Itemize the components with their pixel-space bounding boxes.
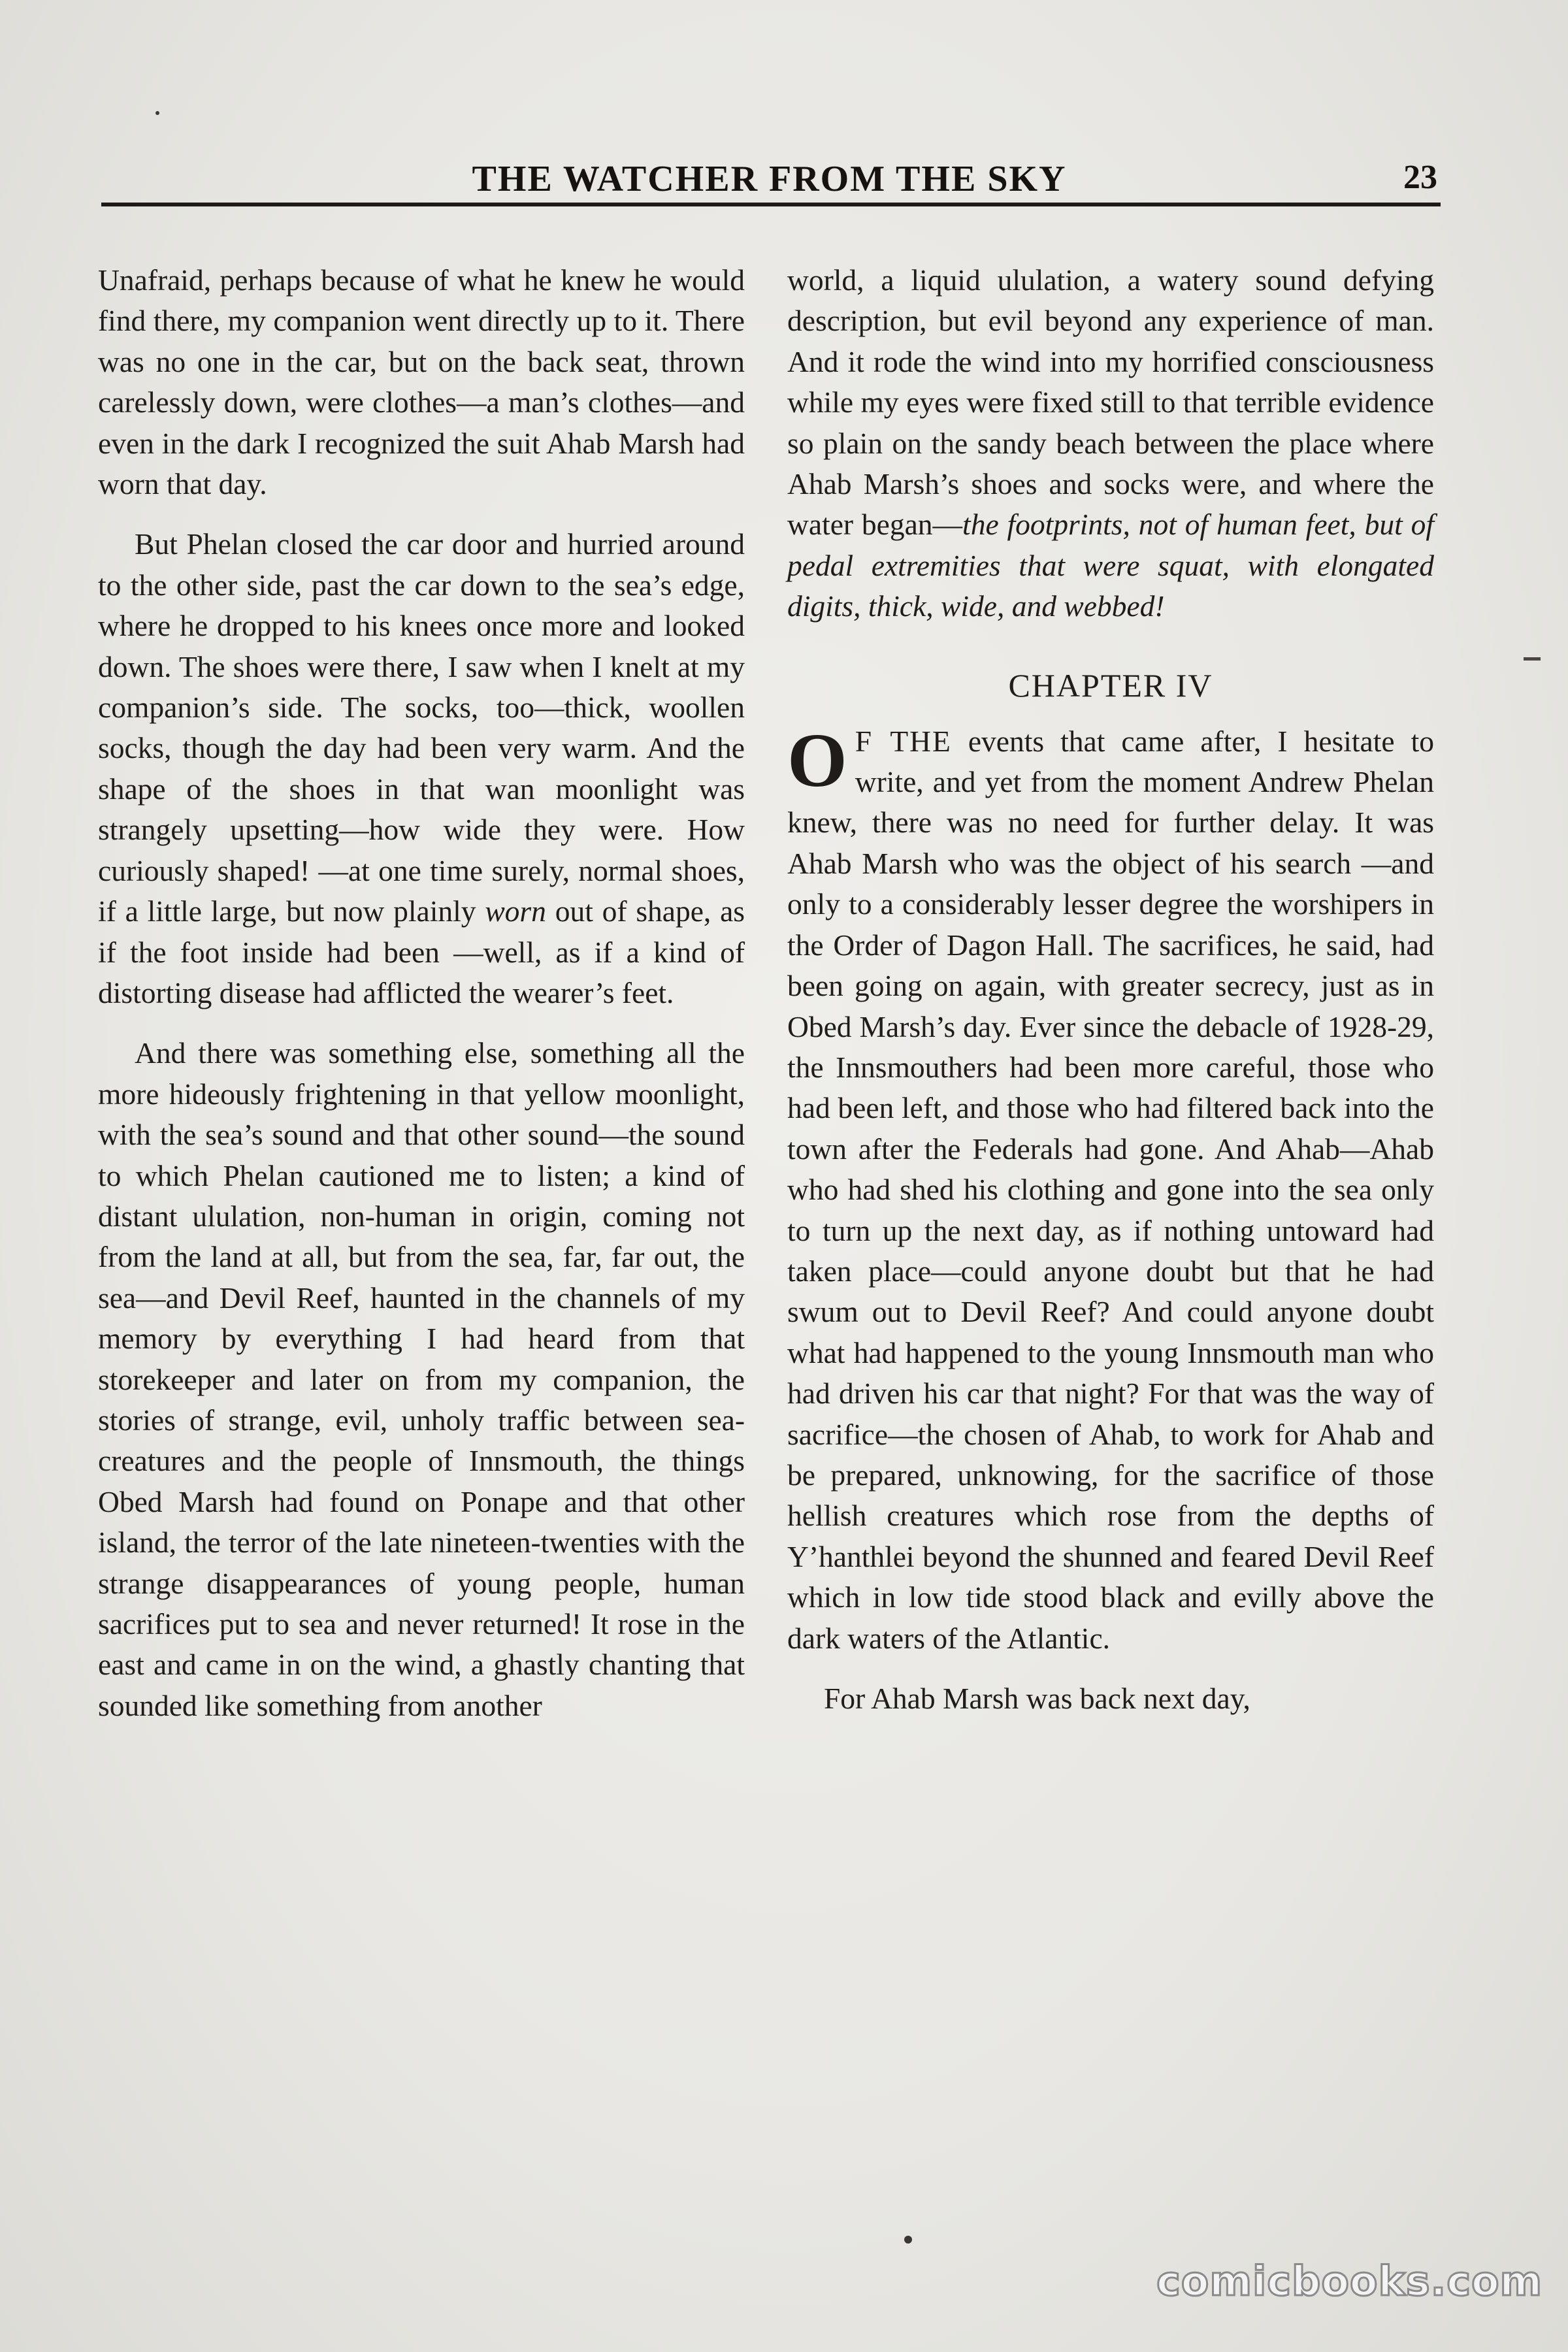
watermark-logo: comicbooks.com [1156, 2257, 1543, 2305]
page-header [101, 149, 1437, 201]
paragraph-text: out of shape, as if the foot inside had been —well, as if a kind of distorting disease had afflicted the wearer’s feet. [98, 894, 745, 1009]
paragraph-text: world, a liquid ululation, a watery sound defying description, but evil beyond any experience of man. And it rode the wind into my horrified consciousness while my eyes were fixed still to that terrible evidence so plain on the sandy beach between the place where Ahab Marsh’s shoes and socks were, and where the water began— [787, 263, 1434, 542]
running-head: THE WATCHER FROM THE SKY [472, 159, 1067, 199]
paragraph: And there was something else, something all the more hideously frightening in that yellow moonlight, with the sea’s sound and that other sound—the sound to which Phelan cautioned me to listen; a kind of distant ululation, non-human in origin, coming not from the land at all, but from the sea, far, far out, the sea—and Devil Reef, haunted in the channels of my memory by everything I had heard from that storekeeper and later on from my companion, the stories of strange, evil, unholy traffic between sea-creatures and the people of Innsmouth, the things Obed Marsh had found on Ponape and that other island, the terror of the late nineteen-twenties with the strange disappearances of young people, human sacrifices put to sea and never returned! It rose in the east and came in on the wind, a ghastly chanting that sounded like something from another [98, 1036, 745, 1722]
chapter-lead-in: F THE [855, 724, 952, 758]
left-column [98, 260, 745, 1726]
margin-mark [1524, 657, 1541, 661]
paragraph: Unafraid, perhaps because of what he knew he would find there, my companion went directly up to it. There was no one in the car, but on the back seat, thrown carelessly down, were clothes—a man’s clothes—and even in the dark I recognized the suit Ahab Marsh had worn that day. [98, 263, 745, 501]
paragraph-text: events that came after, I hesitate to write, and yet from the moment Andrew Phelan knew, there was no need for further delay. It was Ahab Marsh who was the object of his search —and only to a considerably lesser degree the worshipers in the Order of Dagon Hall. The sacrifices, he said, had been going on again, with greater secrecy, just as in Obed Marsh’s day. Ever since the debacle of 1928-29, the Innsmouthers had been more careful, those who had been left, and those who had filtered back into the town after the Federals had gone. And Ahab—Ahab who had shed his clothing and gone into the sea only to turn up the next day, as if nothing untoward had taken place—could anyone doubt but that he had swum out to Devil Reef? And could anyone doubt what had happened to the young Innsmouth man who had driven his car that night? For that was the way of sacrifice—the chosen of Ahab, to work for Ahab and be prepared, unknowing, for the sacrifice of those hellish creatures which rose from the depths of Y’hanthlei beyond the shunned and feared Devil Reef which in low tide stood black and evilly above the dark waters of the Atlantic. [787, 724, 1434, 1655]
paragraph-text: But Phelan closed the car door and hurried around to the other side, past the car down to the sea’s edge, where he dropped to his knees once more and looked down. The shoes were there, I saw when I knelt at my companion’s side. The socks, too—thick, woollen socks, though the day had been very warm. And the shape of the shoes in that wan moonlight was strangely upsetting—how wide they were. How curiously shaped! —at one time surely, normal shoes, if a little large, but now plainly [98, 527, 745, 928]
paragraph: For Ahab Marsh was back next day, [824, 1682, 1250, 1715]
header-rule [101, 203, 1441, 206]
paragraph [787, 260, 1434, 627]
paragraph [98, 524, 745, 1013]
chapter-opening-paragraph [787, 717, 1434, 1659]
print-speck [904, 2236, 912, 2244]
drop-cap: O [787, 717, 847, 803]
emphasis-text: worn [485, 894, 546, 928]
chapter-heading: CHAPTER IV [1008, 666, 1213, 704]
page-number: 23 [1403, 159, 1437, 196]
emphasis-text: the footprints, not of human feet, but of pedal extremities that were squat, with elongated digits, thick, wide, and webbed! [787, 508, 1434, 623]
right-column [787, 260, 1434, 1719]
print-speck [155, 111, 159, 115]
